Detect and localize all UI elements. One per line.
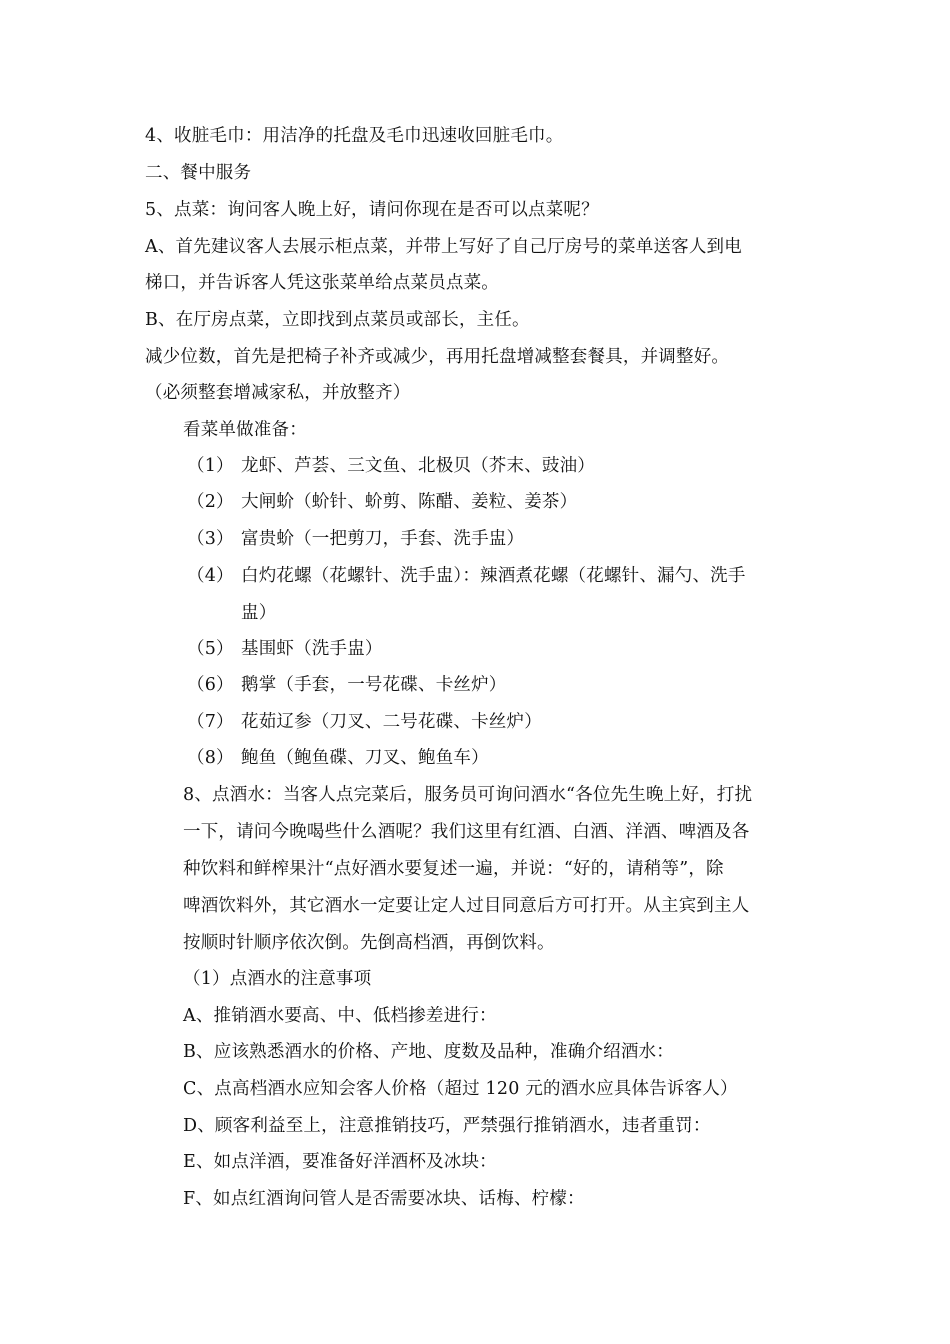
menu-item-number: （5） — [187, 639, 234, 659]
menu-item-text: 基围虾（洗手盅） — [241, 639, 383, 659]
menu-item-text: 龙虾、芦荟、三文鱼、北极贝（芥末、豉油） — [241, 456, 595, 476]
paragraph-collect-towels: 4、收脏毛巾：用洁净的托盘及毛巾迅速收回脏毛巾。 — [145, 126, 564, 146]
menu-item-text: 白灼花螺（花螺针、洗手盅）：辣酒煮花螺（花螺针、漏勺、洗手 — [241, 566, 746, 586]
menu-item-number: （2） — [187, 492, 234, 512]
drinks-note-b: B、应该熟悉酒水的价格、产地、度数及品种，准确介绍酒水： — [183, 1042, 674, 1062]
menu-item-text: 鹅掌（手套，一号花碟、卡丝炉） — [241, 675, 507, 695]
paragraph-drinks-line5: 按顺时针顺序依次倒。先倒高档酒，再倒饮料。 — [183, 933, 555, 953]
drinks-note-c: C、点高档酒水应知会客人价格（超过 120 元的酒水应具体告诉客人） — [183, 1079, 738, 1099]
menu-item-text: 花茹辽参（刀叉、二号花碟、卡丝炉） — [241, 712, 542, 732]
drinks-note-a: A、推销酒水要高、中、低档掺差进行： — [183, 1006, 497, 1026]
paragraph-ordering: 5、点菜：询问客人晚上好，请问你现在是否可以点菜呢？ — [145, 200, 599, 220]
paragraph-drinks-line1: 8、点酒水：当客人点完菜后，服务员可询问酒水“各位先生晚上好，打扰 — [183, 785, 753, 805]
menu-item-text: 鲍鱼（鲍鱼碟、刀叉、鲍鱼车） — [241, 748, 489, 768]
paragraph-a-line1: A、首先建议客人去展示柜点菜，并带上写好了自己厅房号的菜单送客人到电 — [145, 237, 742, 257]
menu-prep-title: 看菜单做准备： — [183, 420, 307, 440]
drinks-note-d: D、顾客利益至上，注意推销技巧，严禁强行推销酒水，违者重罚： — [183, 1116, 711, 1136]
paragraph-a-line2: 梯口，并告诉客人凭这张菜单给点菜员点菜。 — [145, 273, 499, 293]
menu-item-number: （7） — [187, 712, 234, 732]
paragraph-reduce-seats: 减少位数，首先是把椅子补齐或减少，再用托盘增减整套餐具，并调整好。 — [145, 347, 730, 367]
menu-item-text: 富贵蚧（一把剪刀，手套、洗手盅） — [241, 529, 525, 549]
drinks-notes-title: （1）点酒水的注意事项 — [183, 969, 372, 989]
menu-item-number: （8） — [187, 748, 234, 768]
drinks-note-e: E、如点洋酒，要准备好洋酒杯及冰块： — [183, 1152, 497, 1172]
paragraph-drinks-line4: 啤酒饮料外，其它酒水一定要让定人过目同意后方可打开。从主宾到主人 — [183, 896, 750, 916]
menu-item-number: （6） — [187, 675, 234, 695]
menu-item-text-continued: 盅） — [241, 603, 277, 623]
paragraph-drinks-line2: 一下，请问今晚喝些什么酒呢？我们这里有红酒、白酒、洋酒、啤酒及各 — [183, 822, 750, 842]
menu-item-number: （1） — [187, 456, 234, 476]
menu-item-number: （4） — [187, 566, 234, 586]
section-heading-service: 二、餐中服务 — [145, 163, 252, 183]
menu-item-text: 大闸蚧（蚧针、蚧剪、陈醋、姜粒、姜茶） — [241, 492, 578, 512]
paragraph-drinks-line3: 种饮料和鲜榨果汁“点好酒水要复述一遍，并说：“好的，请稍等”，除 — [183, 859, 724, 879]
drinks-note-f: F、如点红酒询问管人是否需要冰块、话梅、柠檬： — [183, 1189, 585, 1209]
paragraph-reduce-seats-note: （必须整套增减家私，并放整齐） — [145, 383, 411, 403]
paragraph-b: B、在厅房点菜，立即找到点菜员或部长，主任。 — [145, 310, 530, 330]
menu-item-number: （3） — [187, 529, 234, 549]
